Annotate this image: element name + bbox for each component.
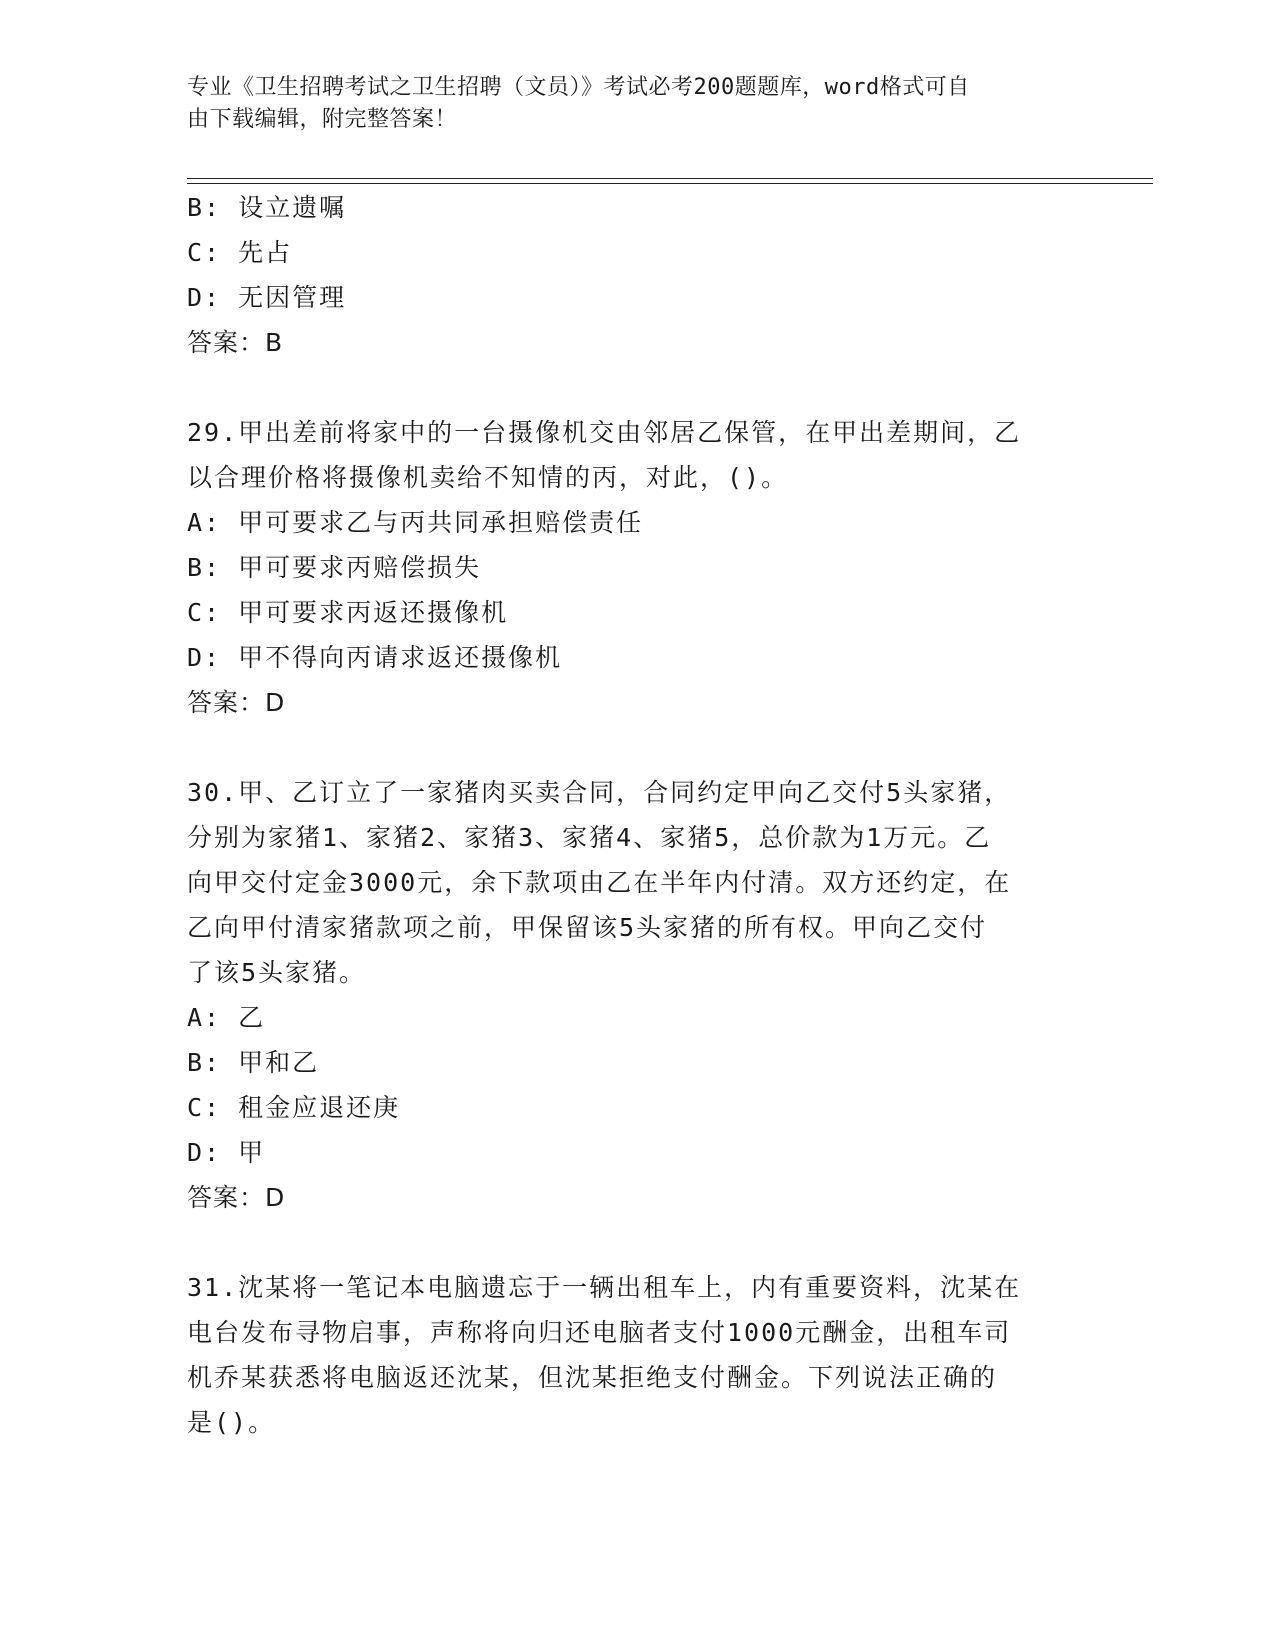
q30-stem-line-4: 乙向甲付清家猪款项之前，甲保留该5头家猪的所有权。甲向乙交付 (187, 913, 988, 942)
q30-option-c: C: 租金应退还庚 (187, 1093, 401, 1122)
q30-option-b: B: 甲和乙 (187, 1048, 320, 1077)
q31-stem-line-3: 机乔某获悉将电脑返还沈某，但沈某拒绝支付酬金。下列说法正确的 (187, 1363, 998, 1392)
header-divider-top (187, 178, 1153, 179)
document-header (187, 72, 1087, 136)
header-line-1: 专业《卫生招聘考试之卫生招聘（文员）》考试必考200题题库，word格式可自 (187, 75, 970, 100)
header-line-2: 由下载编辑，附完整答案！ (187, 107, 458, 132)
q29-option-a: A: 甲可要求乙与丙共同承担赔偿责任 (187, 508, 644, 537)
q29-stem-line-1: 29.甲出差前将家中的一台摄像机交由邻居乙保管，在甲出差期间，乙 (187, 418, 1022, 447)
q28-answer: 答案：B (187, 328, 284, 357)
header-divider-bottom (187, 183, 1153, 184)
q30-option-a: A: 乙 (187, 1003, 266, 1032)
q31-stem-line-2: 电台发布寻物启事，声称将向归还电脑者支付1000元酬金，出租车司 (187, 1318, 1012, 1347)
q28-option-d: D: 无因管理 (187, 283, 347, 312)
q30-stem-line-2: 分别为家猪1、家猪2、家猪3、家猪4、家猪5，总价款为1万元。乙 (187, 823, 992, 852)
q29-option-d: D: 甲不得向丙请求返还摄像机 (187, 643, 563, 672)
q29-answer: 答案：D (187, 688, 286, 717)
q30-stem-line-1: 30.甲、乙订立了一家猪肉买卖合同，合同约定甲向乙交付5头家猪， (187, 778, 1012, 807)
q30-option-d: D: 甲 (187, 1138, 266, 1167)
q28-option-b: B: 设立遗嘱 (187, 193, 347, 222)
q30-stem-line-5: 了该5头家猪。 (187, 958, 367, 987)
q30-answer: 答案：D (187, 1183, 286, 1212)
q31-stem-line-1: 31.沈某将一笔记本电脑遗忘于一辆出租车上，内有重要资料，沈某在 (187, 1273, 1022, 1302)
q29-option-c: C: 甲可要求丙返还摄像机 (187, 598, 509, 627)
q29-option-b: B: 甲可要求丙赔偿损失 (187, 553, 482, 582)
q28-option-c: C: 先占 (187, 238, 293, 267)
q31-stem-line-4: 是()。 (187, 1408, 276, 1437)
q29-stem-line-2: 以合理价格将摄像机卖给不知情的丙，对此，()。 (187, 463, 789, 492)
q30-stem-line-3: 向甲交付定金3000元，余下款项由乙在半年内付清。双方还约定，在 (187, 868, 1012, 897)
